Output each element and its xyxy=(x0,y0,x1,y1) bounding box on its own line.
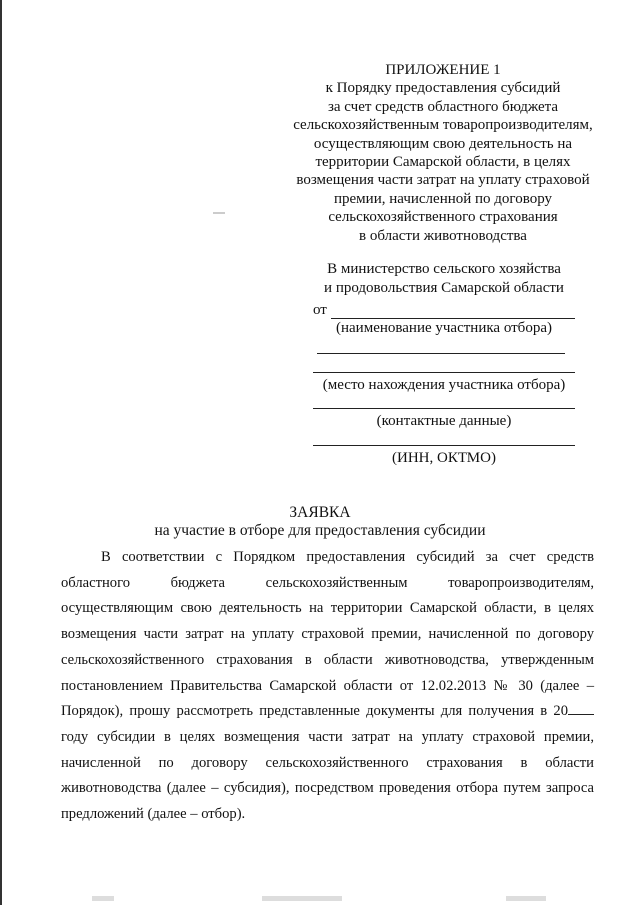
appendix-title: ПРИЛОЖЕНИЕ 1 xyxy=(385,62,501,78)
addressee-block xyxy=(313,260,575,467)
appendix-line: сельскохозяйственного страхования xyxy=(328,209,558,226)
inn-fill-line[interactable] xyxy=(313,444,575,446)
scan-noise xyxy=(92,896,114,901)
appendix-block xyxy=(280,61,606,245)
contacts-fill-line[interactable] xyxy=(313,407,575,409)
caption-inn: (ИНН, ОКТМО) xyxy=(392,449,496,466)
heading-subtitle: на участие в отборе для предоставления субсидии xyxy=(154,522,486,539)
appendix-line: возмещения части затрат на уплату страховой xyxy=(296,172,590,189)
application-heading xyxy=(40,504,600,540)
appendix-line: осуществляющим свою деятельность на xyxy=(313,135,573,152)
caption-name: (наименование участника отбора) xyxy=(336,320,552,336)
page-edge xyxy=(0,0,2,905)
appendix-line: за счет средств областного бюджета xyxy=(327,98,559,115)
appendix-line: к Порядку предоставления субсидий xyxy=(325,80,561,97)
appendix-line: в области животноводства xyxy=(359,227,527,244)
location-fill-line[interactable] xyxy=(313,371,575,373)
addressee-line: В министерство сельского хозяйства xyxy=(327,261,561,277)
year-fill-blank[interactable] xyxy=(568,702,594,715)
caption-location: (место нахождения участника отбора) xyxy=(322,376,566,393)
scan-mark xyxy=(213,212,225,214)
heading-title: ЗАЯВКА xyxy=(289,504,351,521)
from-row xyxy=(313,299,575,319)
addressee-line: и продовольствия Самарской области xyxy=(324,279,564,296)
body-paragraph xyxy=(61,545,594,828)
from-fill-line[interactable] xyxy=(331,304,575,319)
appendix-line: сельскохозяйственным товаропроизводителям, xyxy=(293,117,593,134)
body-text-part2: году субсидии в целях возмещения части затрат на уплату страховой премии, начисленной по договору сельскохозяйственного страхования в области животноводства (далее – субсидия), посредством проведения отбора путем запроса предложений (далее – отбор). xyxy=(61,728,594,823)
scan-noise xyxy=(262,896,342,901)
body-text-part1: В соответствии с Порядком предоставления субсидий за счет средств областного бюджета сельскохозяйственным товаропроизводителям, осуществляющим свою деятельность на территории Самарской области, в целях возмещения части затрат на уплату страховой премии, начисленной по договору сельскохозяйственного страхования в области животноводства, утвержденным постановлением Правительства Самарской области от 12.02.2013 № 30 (далее – Порядок), прошу рассмотреть представленные документы для получения в 20 xyxy=(61,549,594,720)
appendix-line: премии, начисленной по договору xyxy=(334,190,552,207)
from-label: от xyxy=(313,301,327,318)
appendix-line: территории Самарской области, в целях xyxy=(315,154,571,171)
caption-contacts: (контактные данные) xyxy=(376,413,512,429)
scan-noise xyxy=(506,896,546,901)
